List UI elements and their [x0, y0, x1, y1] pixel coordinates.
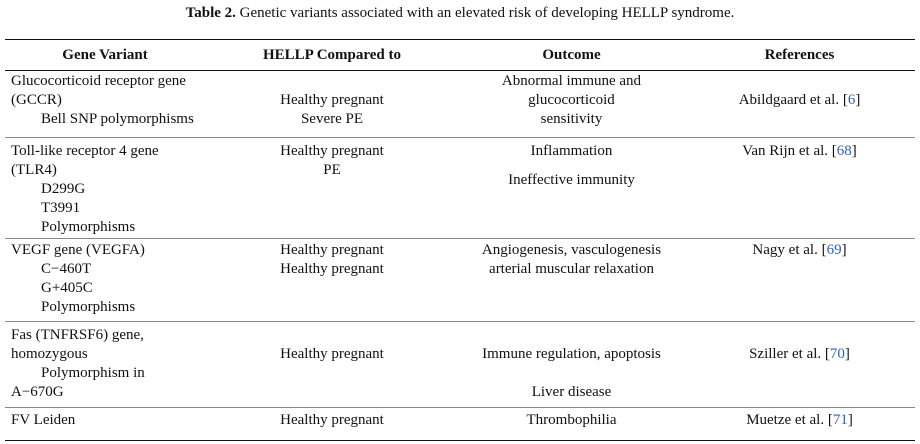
compared-value: Healthy pregnant	[280, 92, 384, 108]
variants-table	[5, 39, 915, 441]
compared-cell	[205, 408, 459, 441]
header-compared-to: HELLP Compared to	[262, 46, 402, 63]
reference-authors: Abildgaard et al. [	[738, 92, 848, 108]
reference-link[interactable]: 69	[826, 242, 842, 258]
outcome-value: Inflammation	[530, 143, 613, 159]
reference-bracket: ]	[855, 92, 861, 108]
compared-value: Healthy pregnant	[280, 412, 384, 428]
header-references: References	[764, 46, 835, 63]
gene-name: Glucocorticoid receptor gene	[11, 73, 186, 89]
outcome-value: Thrombophilia	[526, 412, 617, 428]
outcome-value: glucocorticoid	[528, 92, 615, 108]
caption-label: Table 2.	[185, 5, 236, 21]
gene-cell	[5, 408, 205, 441]
gene-variant-detail: Polymorphisms	[41, 299, 136, 315]
table-row	[5, 71, 915, 138]
compared-value: Severe PE	[300, 111, 364, 127]
gene-cell	[5, 322, 205, 408]
gene-variant-detail: T3991	[41, 200, 81, 216]
gene-variant-detail: D299G	[41, 181, 86, 197]
outcome-value: Liver disease	[531, 384, 612, 400]
gene-cell	[5, 71, 205, 138]
compared-value: Healthy pregnant	[280, 261, 384, 277]
reference-cell	[684, 71, 915, 138]
gene-variant-detail: G+405C	[41, 280, 93, 296]
table-row	[5, 138, 915, 239]
outcome-cell	[459, 138, 684, 239]
reference-cell	[684, 408, 915, 441]
reference-authors: Sziller et al. [	[749, 346, 830, 362]
gene-name: Toll-like receptor 4 gene	[11, 143, 159, 159]
table-header-row	[5, 40, 915, 71]
reference-cell	[684, 239, 915, 322]
reference-cell	[684, 138, 915, 239]
gene-variant-detail: C−460T	[41, 261, 92, 277]
outcome-value: Abnormal immune and	[501, 73, 642, 89]
header-gene-variant: Gene Variant	[62, 46, 148, 63]
gene-symbol: (TLR4)	[11, 162, 57, 178]
gene-variant-detail: A−670G	[11, 384, 64, 400]
compared-value: Healthy pregnant	[280, 242, 384, 258]
table-row	[5, 322, 915, 408]
table-row	[5, 408, 915, 441]
reference-bracket: ]	[841, 242, 847, 258]
compared-cell	[205, 322, 459, 408]
gene-cell	[5, 239, 205, 322]
reference-authors: Van Rijn et al. [	[742, 143, 837, 159]
gene-variant-detail: Polymorphism in	[41, 365, 145, 381]
outcome-cell	[459, 322, 684, 408]
outcome-value: Angiogenesis, vasculogenesis	[481, 242, 662, 258]
gene-variant-detail: Bell SNP polymorphisms	[41, 111, 194, 127]
gene-name: Fas (TNFRSF6) gene,	[11, 327, 144, 343]
reference-link[interactable]: 68	[836, 143, 852, 159]
gene-name: FV Leiden	[11, 412, 76, 428]
reference-authors: Nagy et al. [	[752, 242, 827, 258]
reference-authors: Muetze et al. [	[746, 412, 833, 428]
table-caption	[0, 5, 920, 22]
outcome-cell	[459, 239, 684, 322]
header-outcome: Outcome	[542, 46, 601, 63]
gene-symbol: (GCCR)	[11, 92, 62, 108]
compared-value: Healthy pregnant	[280, 346, 384, 362]
compared-value: PE	[323, 162, 341, 178]
outcome-value: Immune regulation, apoptosis	[482, 346, 661, 362]
compared-cell	[205, 71, 459, 138]
gene-name: VEGF gene (VEGFA)	[11, 242, 145, 258]
reference-bracket: ]	[844, 346, 850, 362]
reference-link[interactable]: 70	[829, 346, 845, 362]
reference-link[interactable]: 71	[832, 412, 848, 428]
outcome-value: Ineffective immunity	[508, 172, 635, 188]
table-row	[5, 239, 915, 322]
compared-cell	[205, 239, 459, 322]
compared-value: Healthy pregnant	[280, 143, 384, 159]
reference-link[interactable]: 6	[847, 92, 856, 108]
outcome-value: sensitivity	[540, 111, 603, 127]
compared-cell	[205, 138, 459, 239]
reference-cell	[684, 322, 915, 408]
gene-symbol: homozygous	[11, 346, 88, 362]
reference-bracket: ]	[847, 412, 853, 428]
outcome-cell	[459, 71, 684, 138]
reference-bracket: ]	[851, 143, 857, 159]
outcome-value: arterial muscular relaxation	[489, 261, 654, 277]
outcome-cell	[459, 408, 684, 441]
gene-cell	[5, 138, 205, 239]
gene-variant-detail: Polymorphisms	[41, 219, 136, 235]
caption-text: Genetic variants associated with an elevated risk of developing HELLP syndrome.	[235, 5, 735, 21]
